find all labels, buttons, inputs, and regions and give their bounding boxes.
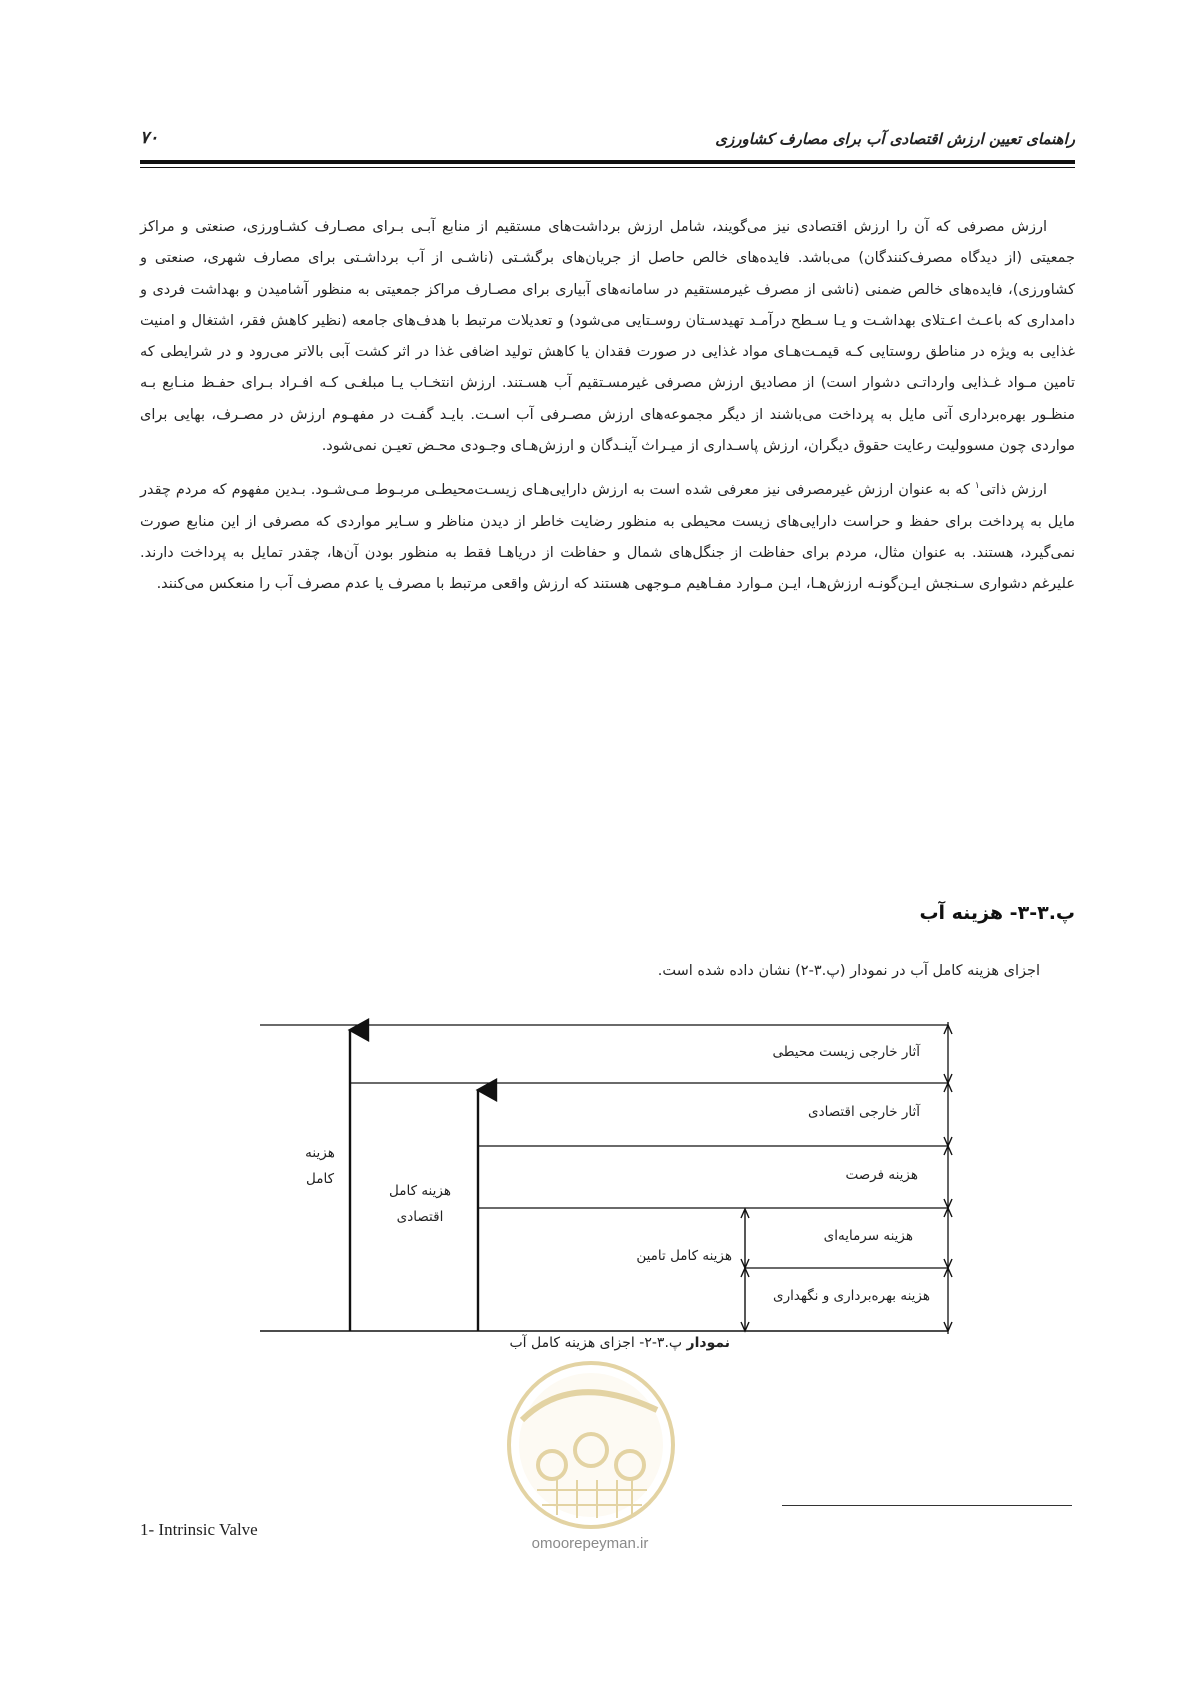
right-arrow-2 [944,1074,952,1083]
right-arrow-6 [944,1199,952,1208]
header-rule-thick [140,160,1075,164]
paragraph2-rest: که به عنوان ارزش غیرمصرفی نیز معرفی شده است به ارزش دارایی‌هـای زیسـت‌محیطـی مربـوط مـی‌شـود. بـدین مفهوم که مردم چقدر مایل به پرداخت برای حفظ و حراست دارایی‌های زیست محیطی به منظور رضایت خاطر از دیدن مناظر و سـایر مواردی که مصرفی از این منابع صورت نمی‌گیرد، هستند. به عنوان مثال، مردم برای حفاظت از جنگل‌های شمال و حفاظت از دریاهـا فقط به منظور بودن آن‌ها، چقدر تمایل به پرداخت دارند. علیرغم دشواری سـنجش ایـن‌گونـه ارزش‌هـا، ایـن مـوارد مفـاهیم مـوجهی هستند که ارزش واقعی مرتبط با مصرف یا عدم مصرف آب را منعکس می‌کنند. [140,482,1075,593]
footnote-rule [782,1505,1072,1506]
page-header [140,126,1075,156]
label-full-cost: هزینه کامل [305,1145,335,1187]
watermark-emblem [482,1350,700,1530]
supply-arrow-mid-down [741,1259,749,1268]
right-arrow-7 [944,1208,952,1217]
label-full-supply-cost: هزینه کامل تامین [636,1248,732,1264]
right-arrow-1 [944,1083,952,1092]
footnote-ref[interactable]: ۱ [974,481,980,492]
label-opportunity-cost: هزینه فرصت [845,1167,918,1183]
page-number: ۷۰ [140,128,159,148]
label-economic-externalities: آثار خارجی اقتصادی [808,1104,920,1120]
section-intro: اجزای هزینه کامل آب در نمودار (پ.۳-۲) نشان داده شده است. [657,963,1040,979]
body-text [140,212,1075,609]
right-arrow-4 [944,1137,952,1146]
supply-arrow-top [741,1209,749,1218]
label-full-economic-cost: هزینه کامل اقتصادی [389,1183,451,1225]
watermark-url: omoorepeyman.ir [531,1535,649,1552]
running-title: راهنمای تعیین ارزش اقتصادی آب برای مصارف کشاورزی [715,130,1075,148]
diagram-caption [480,1335,730,1351]
supply-arrow-bottom [741,1322,749,1331]
caption-text: پ.۳-۲- اجزای هزینه کامل آب [509,1335,687,1351]
supply-arrow-mid-up [741,1268,749,1277]
paragraph-intrinsic-value [140,471,1075,600]
right-arrow-5 [944,1146,952,1155]
footnote: 1- Intrinsic Valve [140,1520,258,1539]
right-arrow-3 [944,1025,952,1034]
right-arrow-8 [944,1259,952,1268]
paragraph2-start: ارزش ذاتی [979,482,1047,499]
label-om-cost: هزینه بهره‌برداری و نگهداری [773,1288,930,1304]
right-arrow-9 [944,1268,952,1277]
paragraph-use-value: ارزش مصرفی که آن را ارزش اقتصادی نیز می‌گویند، شامل ارزش برداشت‌های مستقیم از منابع آبـی بـرای مصـارف کشـاورزی، صنعتی و مراکز جمعیتی (از دیدگاه مصرف‌کنندگان) می‌باشد. فایده‌های خالص حاصل از جریان‌های برگشـتی (ناشـی از آب برداشـتی برای مصارف شهری، صنعتی و کشاورزی)، فایده‌های خالص ضمنی (ناشی از مصرف غیرمستقیم در سامانه‌های آبیاری برای مصـارف مراکز جمعیتی به منظور آشامیدن و بهداشت فردی و دامداری که باعـث اعـتلای بهداشـت و یـا سـطح درآمـد تهیدسـتان روسـتایی می‌شود) و تعدیلات مرتبط با هدف‌های جامعه (نظیر کاهش فقر، اشتغال و امنیت غذایی به ویژه در مناطق روستایی کـه قیمـت‌هـای مواد غذایی در صورت فقدان یا کاهش تولید اضافی غذا در اثر کشت آبی بالاتر می‌رود و در شرایطی که تامین مـواد غـذایی وارداتـی دشوار است) از مصادیق ارزش مصرفی غیرمسـتقیم آب هسـتند. ارزش انتخـاب یـا مبلغـی کـه افـراد بـرای حفـظ منـابع بـه منظـور بهره‌برداری آتی مایل به پرداخت می‌باشند از دیگر مجموعه‌های ارزش مصـرفی آب اسـت. بایـد گفـت در مفهـوم ارزش در مصـرف، بهایی برای مواردی چون مسوولیت رعایت حقوق دیگران، ارزش پاسـداری از میـراث آینـدگان و ارزش‌هـای وجـودی محـض تعیـن نمی‌شود. [140,219,1075,455]
right-arrow-10 [944,1322,952,1331]
section-heading: پ.۳-۳- هزینه آب [919,902,1075,924]
caption-label: نمودار [686,1335,730,1351]
header-rule-thin [140,167,1075,168]
label-capital-cost: هزینه سرمایه‌ای [823,1228,913,1244]
label-environmental-externalities: آثار خارجی زیست محیطی [772,1044,920,1060]
